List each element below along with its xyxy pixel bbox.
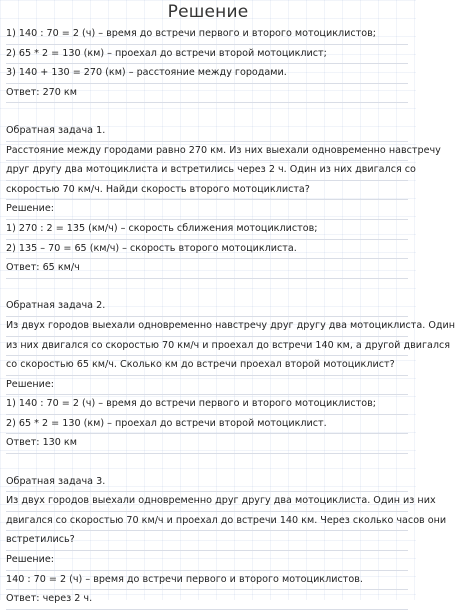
text-line: друг другу два мотоциклиста и встретились через 2 ч. Один из них двигался со — [6, 161, 408, 181]
text-line: Ответ: 270 км — [6, 84, 408, 104]
text-line: Из двух городов выехали одновременно навстречу друг другу два мотоциклиста. Один — [6, 317, 408, 337]
text-line: 2) 65 * 2 = 130 (км) – проехал до встречи второй мотоциклист. — [6, 415, 408, 435]
text-line: Ответ: 65 км/ч — [6, 259, 408, 279]
blank-line — [6, 279, 408, 298]
text-line: встретились? — [6, 531, 408, 551]
text-line: из них двигался со скоростью 70 км/ч и проехал до встречи 140 км, а другой двигался — [6, 337, 408, 357]
text-line: 2) 65 * 2 = 130 (км) – проехал до встречи второй мотоциклист; — [6, 45, 408, 65]
text-line: 140 : 70 = 2 (ч) – время до встречи первого и второго мотоциклистов. — [6, 571, 408, 591]
text-line: Обратная задача 1. — [6, 122, 408, 142]
text-line: Обратная задача 3. — [6, 473, 408, 493]
text-line: 1) 140 : 70 = 2 (ч) – время до встречи первого и второго мотоциклистов; — [6, 395, 408, 415]
text-line: со скоростью 65 км/ч. Сколько км до встречи проехал второй мотоциклист? — [6, 356, 408, 376]
page-title: Решение — [167, 2, 249, 22]
blank-line — [6, 103, 408, 122]
text-line: 2) 135 – 70 = 65 (км/ч) – скорость второго мотоциклиста. — [6, 240, 408, 260]
text-line: Расстояние между городами равно 270 км. Из них выехали одновременно навстречу — [6, 142, 408, 162]
text-line: Решение: — [6, 376, 408, 396]
blank-line — [6, 454, 408, 473]
text-line: двигался со скоростью 70 км/ч и проехал до встречи 140 км. Через сколько часов они — [6, 512, 408, 532]
solution-content — [6, 25, 455, 610]
text-line: 3) 140 + 130 = 270 (км) – расстояние между городами. — [6, 64, 408, 84]
text-line: скоростью 70 км/ч. Найди скорость второго мотоциклиста? — [6, 181, 408, 201]
text-line: 1) 270 : 2 = 135 (км/ч) – скорость сближения мотоциклистов; — [6, 220, 408, 240]
text-line: 1) 140 : 70 = 2 (ч) – время до встречи первого и второго мотоциклистов; — [6, 25, 408, 45]
text-line: Решение: — [6, 551, 408, 571]
text-line: Ответ: 130 км — [6, 434, 408, 454]
text-line: Из двух городов выехали одновременно друг другу два мотоциклиста. Один из них — [6, 492, 408, 512]
text-line: Решение: — [6, 200, 408, 220]
text-line: Ответ: через 2 ч. — [6, 590, 408, 610]
text-line: Обратная задача 2. — [6, 297, 408, 317]
